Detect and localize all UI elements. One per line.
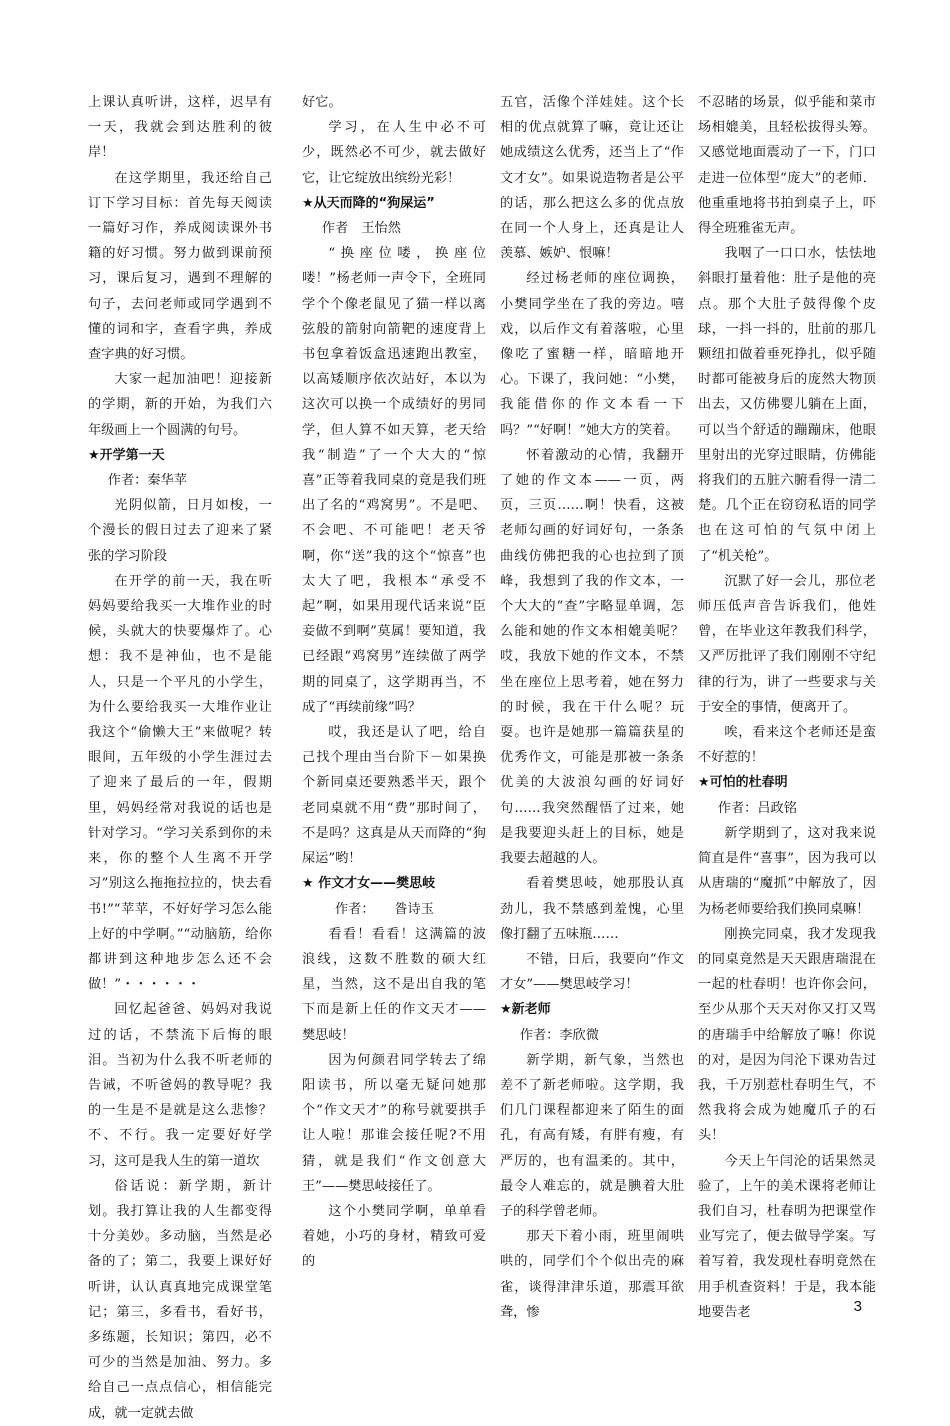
paragraph: 今天上午闫沦的话果然灵验了，上午的美术课将老师让我们自习，杜春明为把课堂作业写完了，便去做导学案。写着写着，我发现杜春明竟然在用手机查资料！于是，我本能地要告老	[698, 1153, 876, 1320]
paragraph: 不忍睹的场景，似乎能和菜市场相媲美，且轻松拔得头筹。又感觉地面震动了一下，门口走进一位体型“庞大”的老师．他重重地将书拍到桌子上，吓得全班雅雀无声。	[698, 95, 876, 237]
paragraph: 光阴似箭，日月如梭，一个漫长的假日过去了迎来了紧张的学习阶段	[88, 498, 272, 564]
paragraph: 五官，活像个洋娃娃。这个长相的优点就算了嘛，竟让还让她成绩这么优秀，还当上了“作文才女”。如果说造物者是公平的话，那么把这么多的优点放在同一个人身上，还真是让人羡慕、嫉妒、恨嘛！	[500, 95, 684, 262]
paragraph: 学习，在人生中必不可少，既然必不可少，就去做好它，让它绽放出缤纷光彩！	[302, 120, 486, 186]
article-heading: ★可怕的杜春明	[698, 775, 788, 791]
paragraph: 上课认真听讲，这样，迟早有一天，我就会到达胜利的彼岸！	[88, 95, 272, 161]
paragraph: 哎，我还是认了吧，给自己找个理由当台阶下－如果换个新同桌还要熟悉半天，跟个老同桌就不用“费”那时间了，不是吗？这真是从天而降的“狗屎运”哟！	[302, 725, 486, 867]
paragraph: 因为何颜君同学转去了绵阳读书，所以毫无疑问她那个“作文天才”的称号就要拱手让人啦！那谁会接任呢?不用猜，就是我们“作文创意大王”——樊思岐接任了。	[302, 1052, 486, 1194]
text-column-3	[500, 90, 684, 1320]
paragraph: 经过杨老师的座位调换，小樊同学坐在了我的旁边。嘻戏，以后作文有着落啦，心里像吃了蜜糖一样，暗暗地开心。下课了，我问她：“小樊，我能借你的作文本看一下吗？”“好啊！”她大方的笑着。	[500, 271, 684, 438]
paragraph: 不错，日后，我要向“作文才女”——樊思岐学习！	[500, 951, 684, 993]
page-number: 3	[853, 1298, 862, 1315]
author-line: 作者：李欣微	[519, 1027, 599, 1043]
article-heading: ★从天而降的“狗屎运”	[302, 195, 435, 211]
article-heading: ★新老师	[500, 1002, 551, 1018]
paragraph: 俗话说：新学期，新计划。我打算让我的人生都变得十分美妙。多动脑，当然是必备的了；第二，我要上课好好听讲，认认真真地完成课堂笔记；第三，多看书，看好书，多练题，长知识；第四，必不可少的当然是加油、努力。多给自己一点点信心，相信能完成，就一定就去做	[88, 1178, 272, 1421]
text-column-2	[302, 90, 486, 1280]
article-heading: ★开学第一天	[88, 447, 165, 463]
paragraph: 唉，看来这个老师还是蛮不好惹的！	[698, 725, 876, 766]
text-column-4	[698, 90, 876, 1320]
paragraph: 在开学的前一天，我在听妈妈要给我买一大堆作业的时候，头就大的快要爆炸了。心想：我不是神仙，也不是能人，只是一个平凡的小学生，为什么要给我买一大堆作业让我这个“偷懒大王”来做呢？转眼间，五年级的小学生涯过去了迎来了最后的一年，假期里，妈妈经常对我说的话也是针对学习。“学习关系到你的未来，你的整个人生离不开学习”别这么拖拖拉拉的，快去看书!”“苹苹，不好好学习怎么能上好的中学啊。”“动脑筋，给你都讲到这种地步怎么还不会做！”・・・・・・	[88, 573, 272, 993]
paragraph: 在这学期里，我还给自己订下学习目标：首先每天阅读一篇好习作，养成阅读课外书籍的好习惯。努力做到课前预习，课后复习，遇到不理解的句子，去问老师或同学遇到不懂的词和字，查看字典，养成查字典的好习惯。	[88, 170, 272, 363]
author-line: 作者：秦华苹	[107, 473, 187, 489]
paragraph: 怀着激动的心情，我翻开了她的作文本——一页，两页，三页……啊！快看，这被老师勾画的好词好句，一条条曲线仿佛把我的心也拉到了顶峰，我想到了我的作文本，一个大大的“查”字略显单调，怎么能和她的作文本相媲美呢？哎，我放下她的作文本，不禁坐在座位上思考着，她在努力的时候，我在干什么呢？玩耍。也许是她那一篇篇获星的优秀作文，可能是那被一条条优美的大波浪勾画的好词好句……我突然醒悟了过来，她是我要迎头赶上的目标，她是我要去超越的人。	[500, 447, 684, 867]
paragraph: 那天下着小雨，班里闹哄哄的，同学们个个似出壳的麻雀，谈得津津乐道，那震耳欲聋，惨	[500, 1229, 684, 1320]
author-line: 作者： 昝诗玉	[321, 901, 434, 917]
paragraph: 好它。	[302, 95, 342, 110]
paragraph: “换座位喽，换座位喽！”杨老师一声令下，全班同学个个像老鼠见了猫一样以离弦般的箭射向箭靶的速度背上书包拿着饭盒迅速跑出教室，以高矮顺序依次站好，本以为这次可以换一个成绩好的男同学，但人算不如天算，老天给我“制造”了一个大大的“惊喜”正等着我同桌的竟是我们班出了名的“鸡窝男”。不是吧、不会吧、不可能吧！老天爷啊，你“送”我的这个“惊喜”也太大了吧，我根本“承受不起”啊，如果用现代话来说“臣妾做不到啊”莫属！要知道，我已经跟“鸡窝男”连续做了两学期的同桌了，这学期再当，不成了“再续前缘”吗？	[302, 246, 486, 715]
paragraph: 看着樊思岐，她那股认真劲儿，我不禁感到羞愧，心里像打翻了五味瓶……	[500, 876, 684, 942]
article-heading: ★ 作文才女——樊思岐	[302, 876, 436, 892]
paragraph: 我咽了一口口水，怯怯地斜眼打量着他：肚子是他的亮点。那个大肚子鼓得像个皮球，一抖一抖的，肚前的那几颗纽扣做着垂死挣扎，似乎随时都可能被身后的庞然大物顶出去，又仿佛婴儿躺在上面，可以当个舒适的蹦蹦床，他眼里射出的光穿过眼睛，仿佛能将我们的五脏六腑看得一清二楚。几个正在窃窃私语的同学也在这可怕的气氛中闭上了“机关枪”。	[698, 246, 876, 564]
paragraph: 大家一起加油吧！迎接新的学期，新的开始，为我们六年级画上一个圆满的句号。	[88, 372, 272, 438]
author-line: 作者 王怡然	[321, 221, 401, 237]
paragraph: 新学期到了，这对我来说简直是件“喜事”，因为我可以从唐瑞的“魔抓”中解放了，因为杨老师要给我们换同桌嘛！	[698, 825, 876, 917]
paragraph: 新学期，新气象，当然也差不了新老师啦。这学期，我们几门课程都迎来了陌生的面孔，有高有矮，有胖有瘦，有严厉的，也有温柔的。其中，最令人难忘的，就是腆着大肚子的科学曾老师。	[500, 1052, 684, 1219]
author-line: 作者：吕政铭	[717, 800, 797, 816]
paragraph: 回忆起爸爸、妈妈对我说过的话，不禁流下后悔的眼泪。当初为什么我不听老师的告诫，不听爸妈的教导呢？我的一生是不是就是这么悲惨？不、不行。我一定要好好学习，这可是我人生的第一道坎	[88, 1002, 272, 1169]
text-column-1	[88, 90, 272, 1421]
paragraph: 这个小樊同学啊，单单看着她，小巧的身材，精致可爱的	[302, 1203, 486, 1270]
paragraph: 看看！看看！这满篇的波浪线，这数不胜数的硕大红星，当然，这不是出自我的笔下而是新上任的作文天才——樊思岐！	[302, 926, 486, 1043]
paragraph: 刚换完同桌，我才发现我的同桌竟然是天天跟唐瑞混在一起的杜春明！也许你会问，至少从那个天天对你又打又骂的唐瑞手中给解放了嘛！你说的对，是因为闫沦下课劝告过我，千万别惹杜春明生气，不然我将会成为她魔爪子的石头！	[698, 926, 876, 1144]
paragraph: 沉默了好一会儿，那位老师压低声音告诉我们，他姓曾，在毕业这年教我们科学，又严厉批评了我们刚刚不守纪律的行为，讲了一些要求与关于安全的事情，便离开了。	[698, 573, 876, 715]
